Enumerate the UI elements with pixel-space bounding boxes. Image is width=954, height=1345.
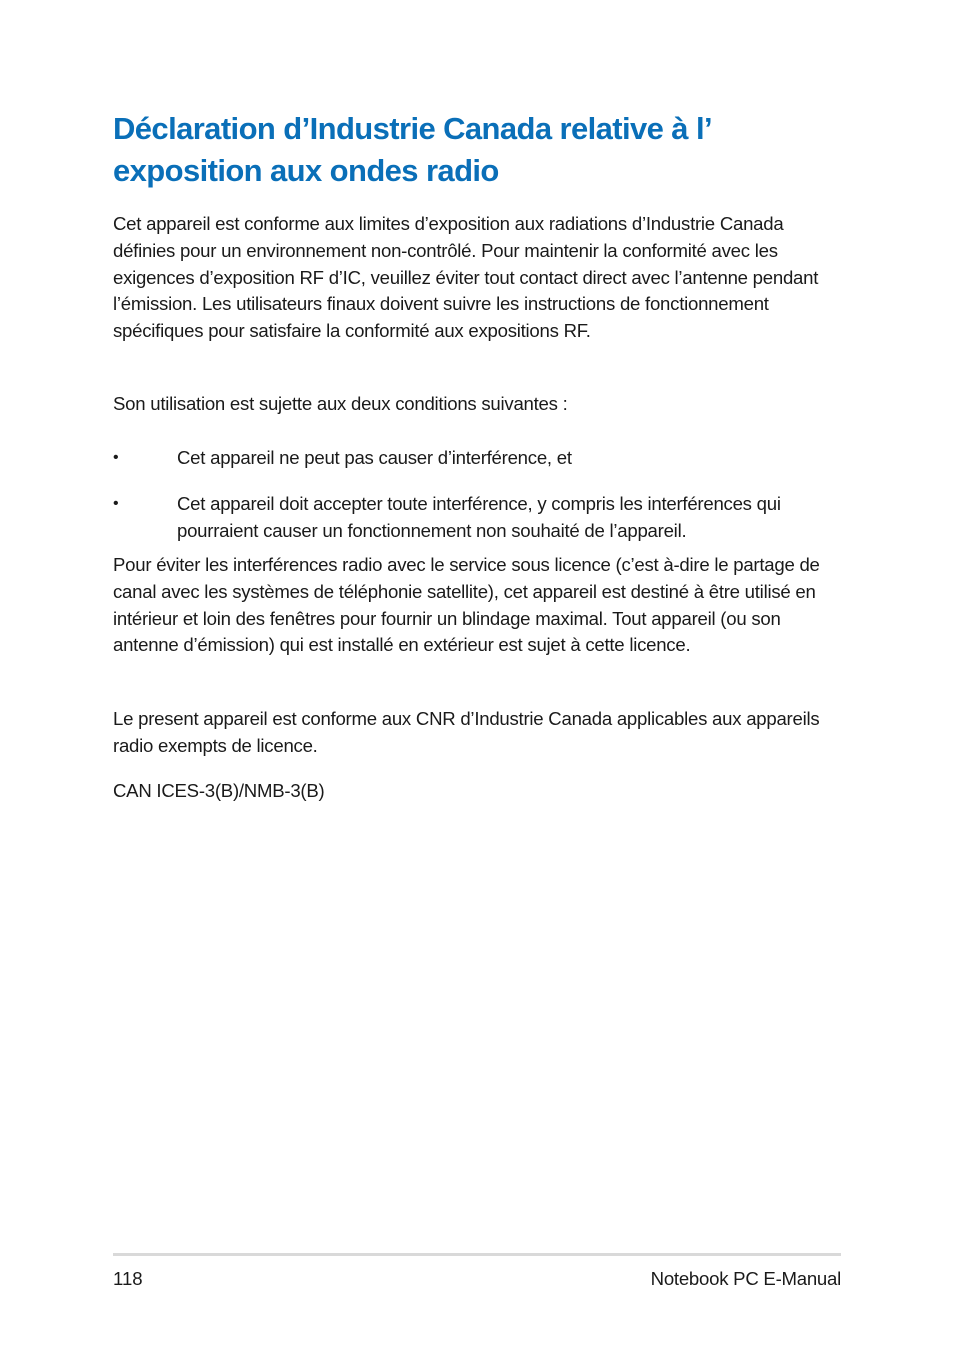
section-heading — [113, 108, 841, 192]
footer-divider — [113, 1253, 841, 1256]
page-number: 118 — [113, 1268, 143, 1289]
heading-line-1: Déclaration d’Industrie Canada relative à l’ — [113, 111, 712, 146]
manual-title: Notebook PC E-Manual — [650, 1268, 841, 1289]
heading-line-2: exposition aux ondes radio — [113, 153, 499, 188]
bullet-text: Cet appareil ne peut pas causer d’interférence, et — [177, 447, 572, 468]
interference-paragraph: Pour éviter les interférences radio avec le service sous licence (c’est à-dire le partage de canal avec les systèmes de téléphonie satellite), cet appareil est destiné à être utilisé en intérieur et loin des fenêtres pour fournir un blindage maximal. Tout appareil (ou son antenne d’émission) qui est installé en extérieur est sujet à cette licence. — [113, 554, 820, 656]
document-page — [113, 0, 841, 1345]
ices-statement: CAN ICES-3(B)/NMB-3(B) — [113, 780, 325, 801]
bullet-marker: • — [113, 495, 119, 512]
conditions-intro-paragraph: Son utilisation est sujette aux deux conditions suivantes : — [113, 393, 568, 414]
bullet-marker: • — [113, 449, 119, 466]
bullet-text: Cet appareil doit accepter toute interférence, y compris les interférences qui pourraient causer un fonctionnement non souhaité de l’appareil. — [177, 493, 781, 541]
intro-paragraph: Cet appareil est conforme aux limites d’exposition aux radiations d’Industrie Canada définies pour un environnement non-contrôlé. Pour maintenir la conformité avec les exigences d’exposition RF d’IC, veuillez éviter tout contact direct avec l’antenne pendant l’émission. Les utilisateurs finaux doivent suivre les instructions de fonctionnement spécifiques pour satisfaire la conformité aux expositions RF. — [113, 213, 819, 342]
cnr-paragraph: Le present appareil est conforme aux CNR d’Industrie Canada applicables aux appareils radio exempts de licence. — [113, 708, 820, 756]
